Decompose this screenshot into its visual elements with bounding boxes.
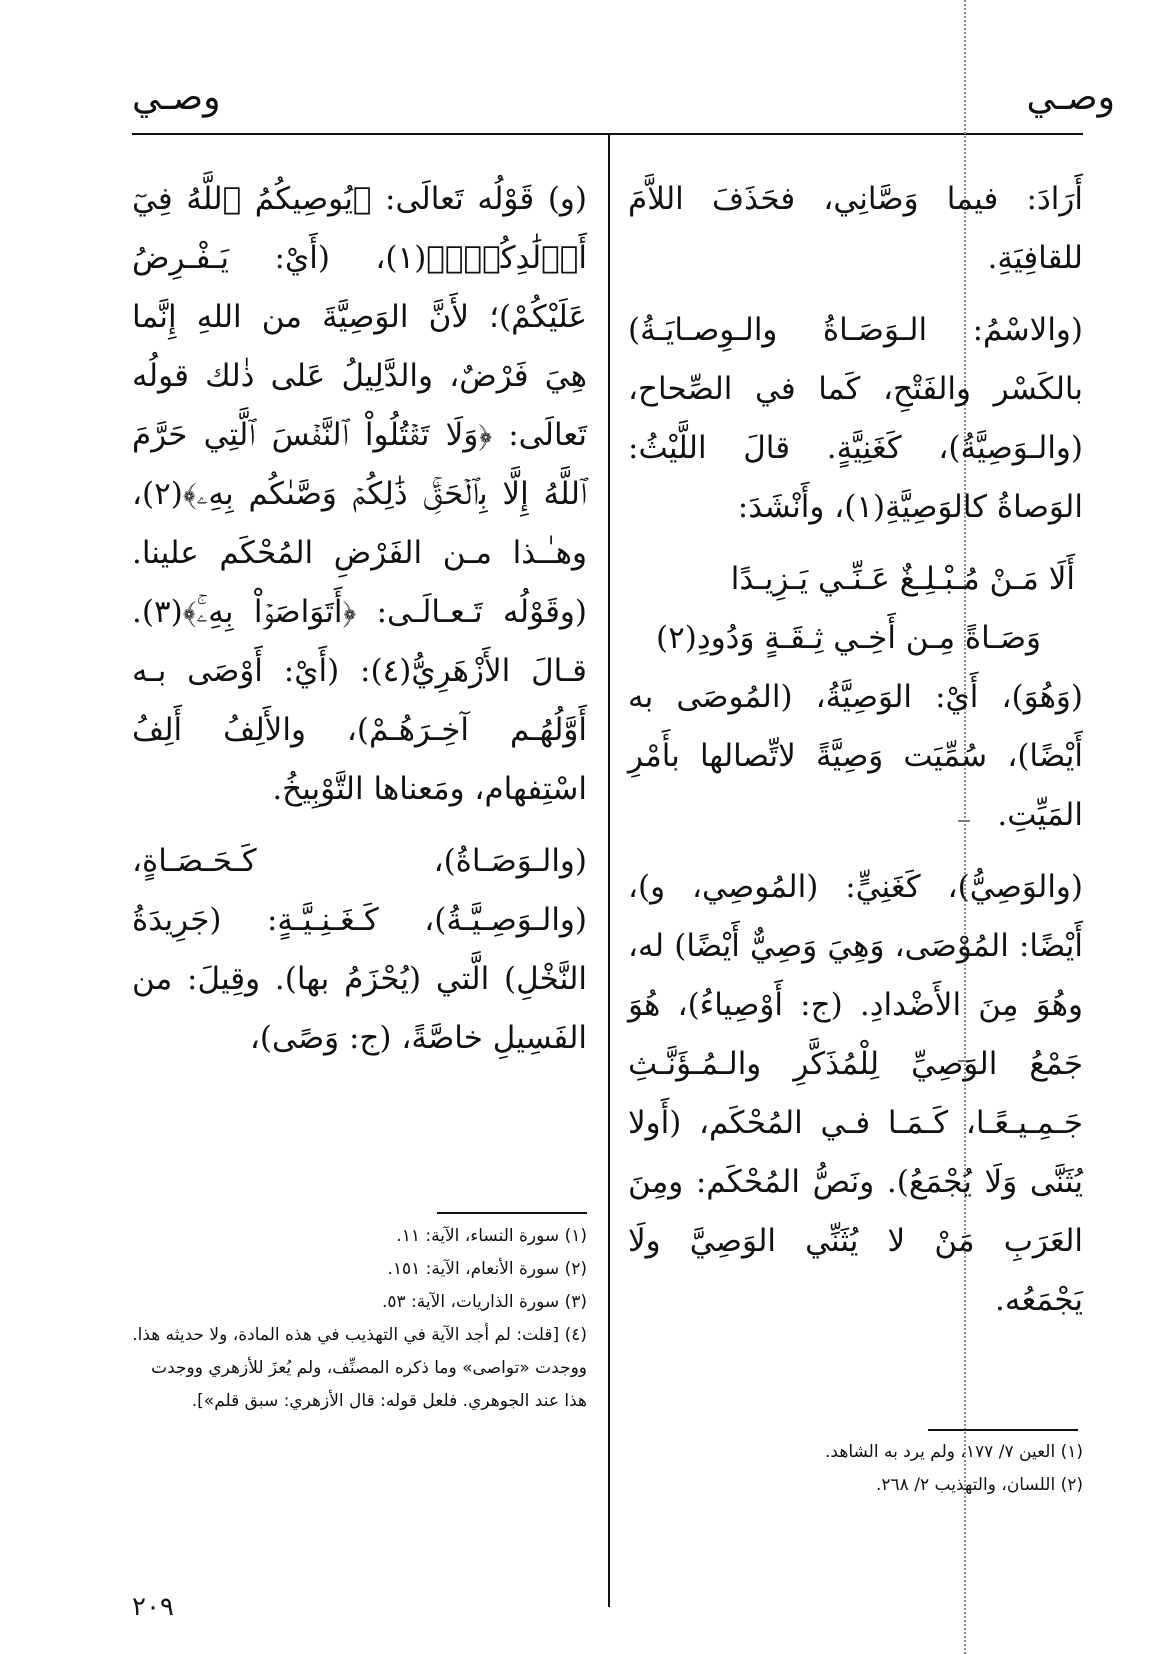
verse-line-2: وَصَـاةً مِـن أَخِـي ثِـقَـةٍ وَدُودِ(٢) <box>656 620 1041 656</box>
verse-line-1: أَلَا مَـنْ مُـبْـلِـغٌ عَـنِّـي يَـزِيـدًا <box>730 561 1075 597</box>
column-divider <box>608 134 610 1607</box>
running-header-right: وصـي <box>1026 77 1115 118</box>
left-column <box>132 170 587 1081</box>
entry-paragraph: (و) قَوْلُه تَعالَى: ﴿يُوصِيكُمُ ٱللَّهُ فِيٓ أَوۡلَٰدِكُمۡۖ﴾(١)، (أَيْ: يَـفْـرِضُ عَلَيْكُمْ)؛ لأَنَّ الوَصِيَّةَ من اللهِ إِنَّما هِيَ فَرْضٌ، والدَّلِيلُ عَلى ذٰلك قولُه تَعالَى: ﴿وَلَا تَقۡتُلُواْ ٱلنَّفۡسَ ٱلَّتِي حَرَّمَ ٱللَّهُ إِلَّا بِٱلۡحَقِّۚ ذَٰلِكُمۡ وَصَّىٰكُم بِهِۦ﴾(٢)، وهـٰـذا مـن الفَرْضِ المُحْكَم علينا. (وقَوْلُه تَـعـالَـى: ﴿أَتَوَاصَوۡاْ بِهِۦۚ﴾(٣). قـالَ الأَزْهَرِيُّ(٤): (أَيْ: أَوْصَى بـه أَوَّلُهُـم آخِـرَهُـمْ)، والأَلِفُ أَلِفُ اسْتِفهام، ومَعناها التَّوْبِيخُ. <box>132 181 588 807</box>
entry-paragraph: أَرَادَ: فيما وَصَّانِي، فحَذَفَ اللاَّمَ للقافِيَةِ. <box>628 181 1083 276</box>
entry-paragraph: (والاسْمُ: الـوَصَـاةُ والـوِصـايَـةُ) بالكَسْر والفَتْحِ، كَما في الصِّحاح، (والـوَصِيَّةُ)، كَغَنِيَّةٍ. قالَ اللَّيْثُ: الوَصاةُ كالوَصِيَّةِ(١)، وأَنْشَدَ: <box>628 312 1083 525</box>
footnotes-left <box>132 1220 587 1418</box>
footnote: (٣) سورة الذاريات، الآية: ٥٣. <box>382 1292 587 1312</box>
entry-paragraph: (وَهُوَ)، أَيْ: الوَصِيَّةُ، (المُوصَى به أَيْضًا)، سُمِّيَت وَصِيَّةً لاتِّصالها بأَمْرِ المَيِّتِ. <box>628 679 1083 833</box>
page-number: ٢٠٩ <box>132 1592 174 1622</box>
running-header-left: وصـي <box>132 77 221 118</box>
footnote: (٢) سورة الأنعام، الآية: ١٥١. <box>387 1259 587 1279</box>
footnote-rule-right <box>928 1429 1078 1431</box>
entry-paragraph: (والوَصِيُّ)، كَغَنِيٍّ: (المُوصِي، و)، أَيْضًا: المُوْصَى، وَهِيَ وَصِيٌّ أَيْضًا) له، وهُوَ مِنَ الأَضْدادِ. (ج: أَوْصِياءُ)، هُوَ جَمْعُ الوَصِيِّ لِلْمُذَكَّرِ والـمُـؤَنَّـثِ جَـمِـيـعًـا، كَـمَـا فـي المُحْكَم، (أَولا يُثَنَّى وَلَا يُجْمَعُ). ونَصُّ المُحْكَم: ومِنَ العَرَبِ مَنْ لا يُثَنِّي الوَصِيَّ ولَا يَجْمَعُه. <box>628 869 1083 1318</box>
entry-paragraph: (والـوَصَـاةُ)، كَـحَـصَـاةٍ، (والـوَصِـيَّـةُ)، كَـغَـنِـيَّـةٍ: (جَرِيدَةُ النَّخْلِ) الَّتي (يُحْزَمُ بها). وقِيلَ: من الفَسِيلِ خاصَّةً، (ج: وَصًى)، <box>132 843 587 1056</box>
footnote: (١) سورة النساء، الآية: ١١. <box>396 1226 587 1246</box>
footnote: (١) العين ٧/ ١٧٧، ولم يرد به الشاهد. <box>825 1442 1083 1462</box>
footnote: (٤) [قلت: لم أجد الآية في التهذيب في هذه المادة، ولا حديثه هذا. ووجدت «تواصى» وما ذكره المصنِّف، ولم يُعزَ للأزهري ووجدت هذا عند الجوهري. فلعل قوله: قال الأزهري: سبق قلم»]. <box>132 1325 587 1411</box>
footnotes-right <box>628 1436 1083 1502</box>
footnote-rule-left <box>437 1212 587 1214</box>
right-column <box>628 170 1083 1343</box>
footnote: (٢) اللسان، والتهذيب ٢/ ٢٦٨. <box>876 1475 1083 1495</box>
